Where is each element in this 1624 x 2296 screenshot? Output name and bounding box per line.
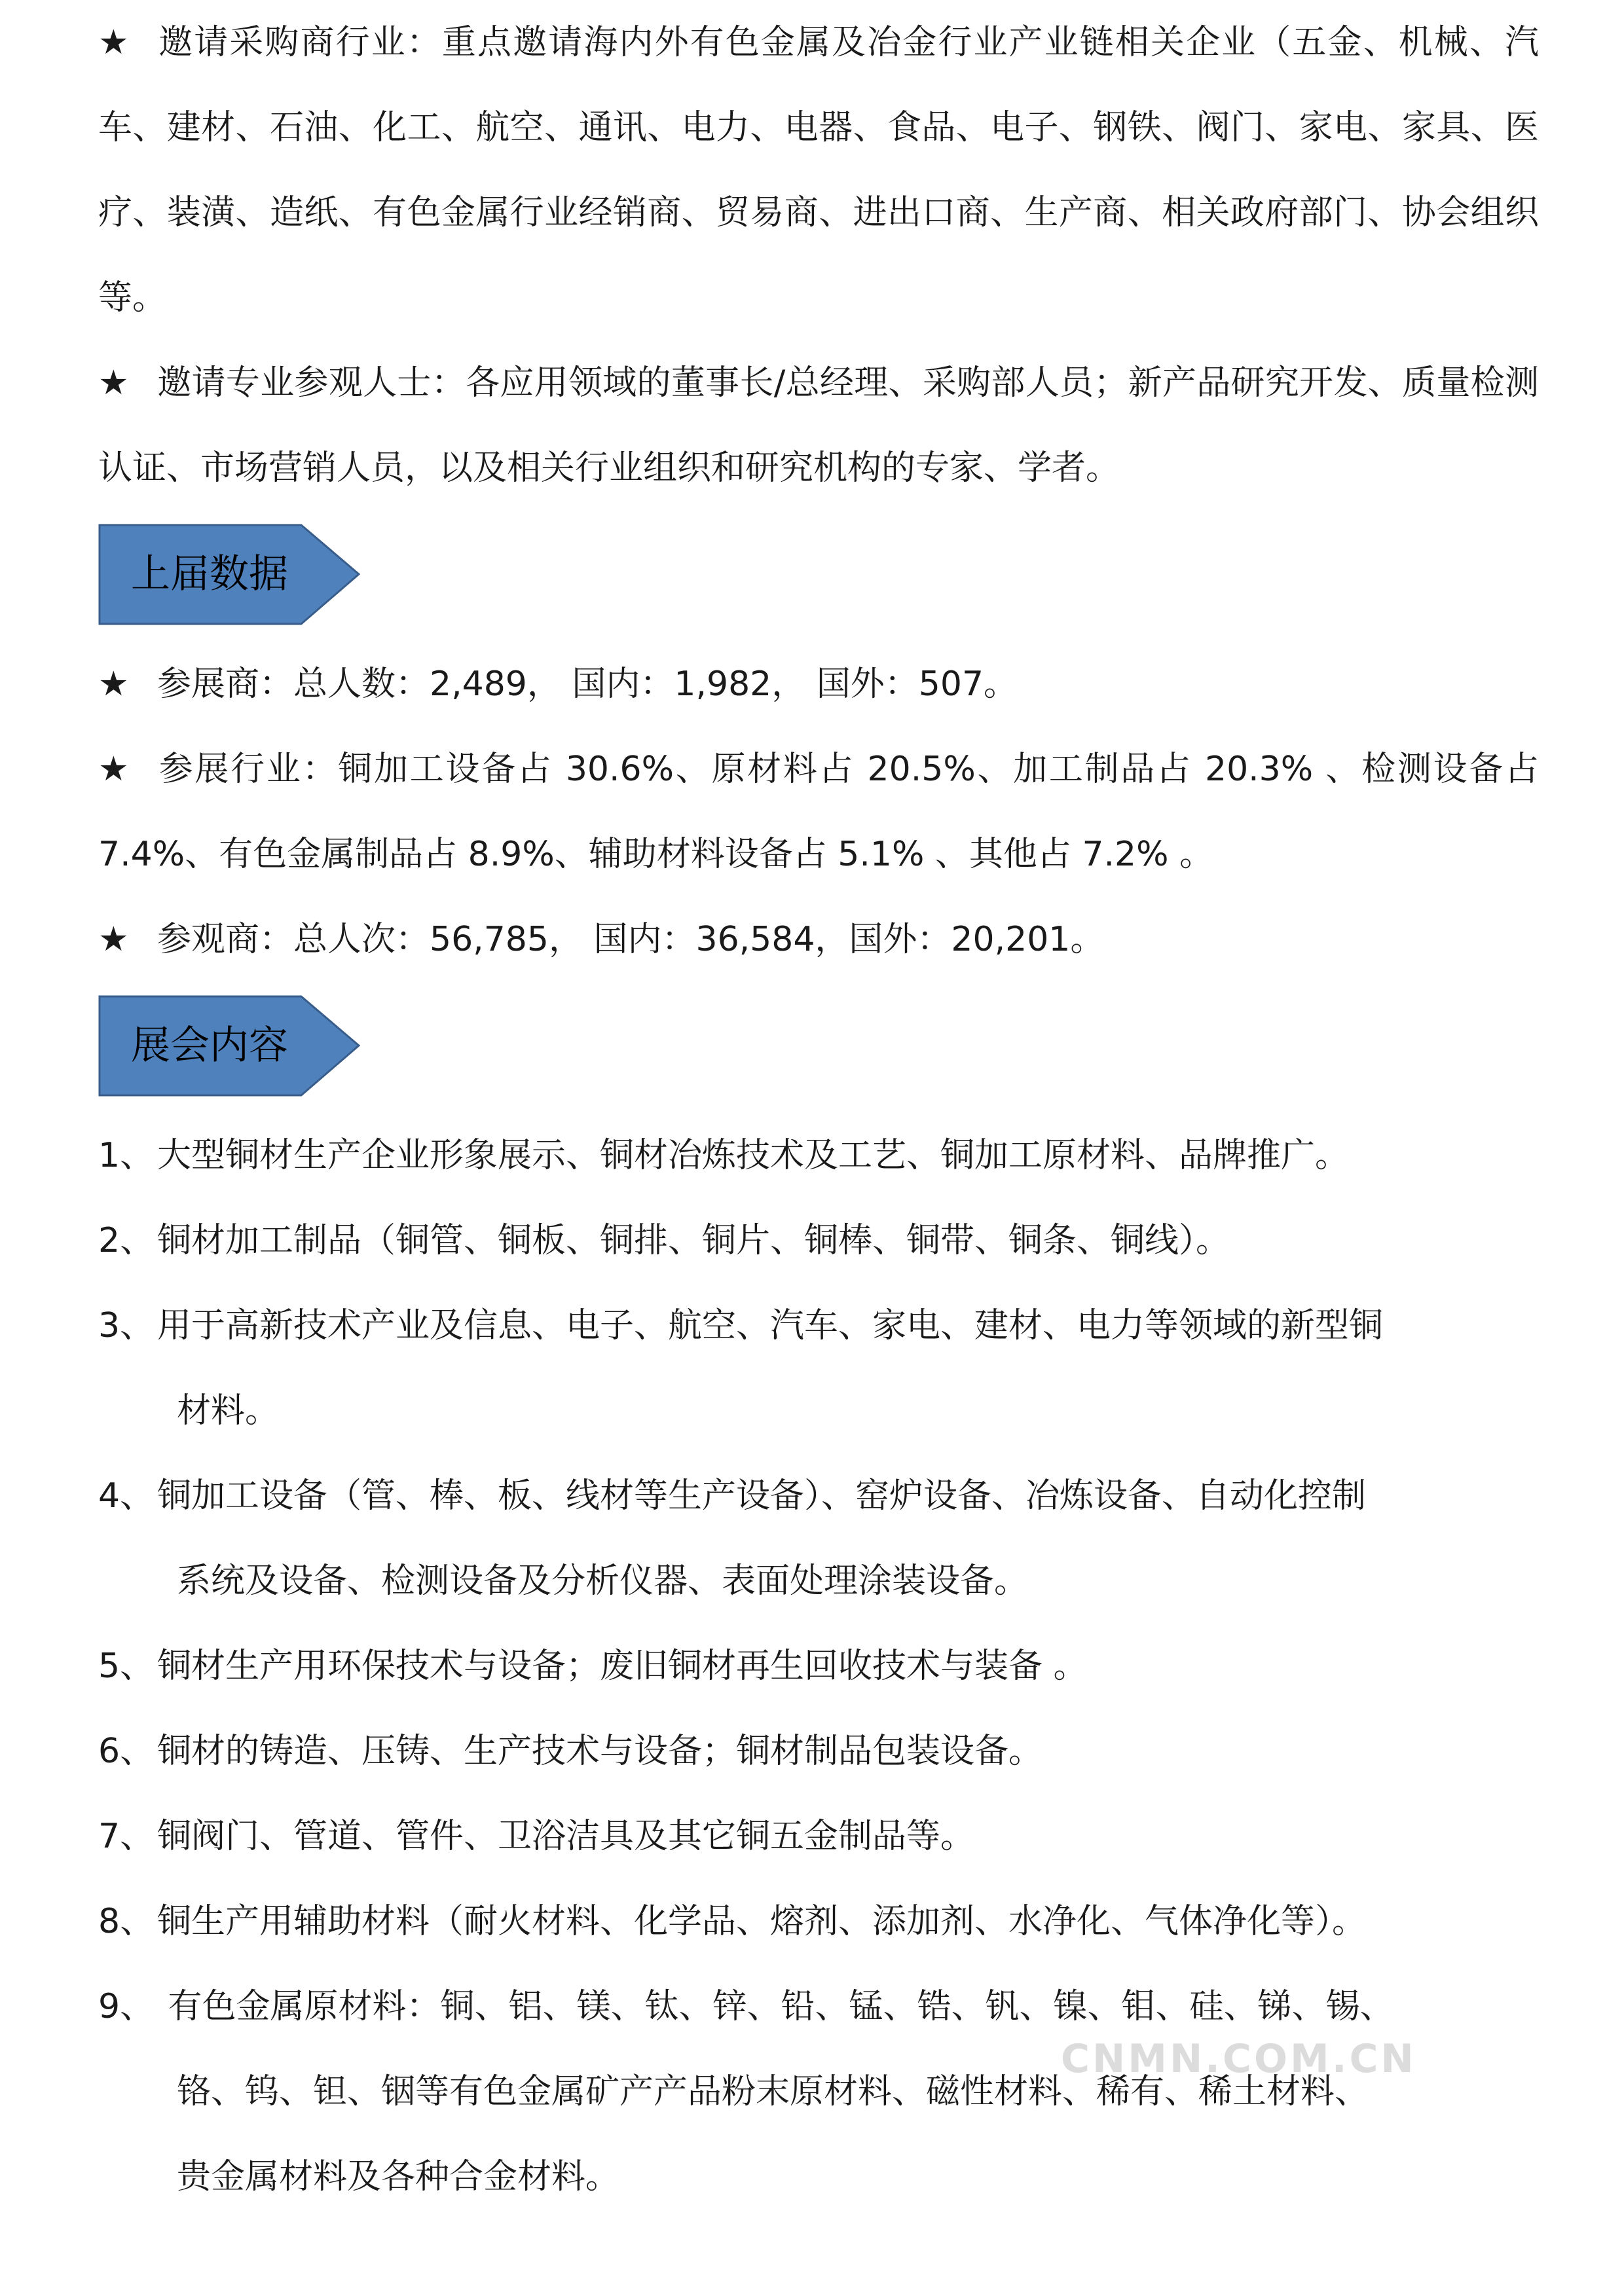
list-item xyxy=(98,1879,1552,1964)
watermark: CNMN.COM.CN xyxy=(1061,2036,1416,2082)
section-heading-title: 上届数据 xyxy=(131,551,288,597)
list-item-text: 铜材的铸造、压铸、生产技术与设备；铜材制品包装设备。 xyxy=(157,1732,1043,1771)
list-item xyxy=(98,1113,1552,1198)
list-item-number: 4、 xyxy=(98,1476,155,1516)
invite-visitors-paragraph xyxy=(98,340,1539,511)
star-icon: ★ xyxy=(98,23,129,62)
list-item xyxy=(98,1453,1552,1624)
attendees-stats-paragraph xyxy=(98,897,1539,982)
list-item xyxy=(98,1624,1552,1709)
list-item-text: 用于高新技术产业及信息、电子、航空、汽车、家电、建材、电力等领域的新型铜 xyxy=(157,1306,1384,1345)
list-item-text: 有色金属原材料：铜、铝、镁、钛、锌、铅、锰、锆、钒、镍、钼、硅、锑、锡、 xyxy=(157,1987,1394,2026)
section-heading-exhibits xyxy=(98,995,360,1097)
list-item-text-continued: 材料。 xyxy=(177,1391,280,1430)
list-item-text: 大型铜材生产企业形象展示、铜材冶炼技术及工艺、铜加工原材料、品牌推广。 xyxy=(157,1136,1350,1175)
list-item-text: 铜阀门、管道、管件、卫浴洁具及其它铜五金制品等。 xyxy=(157,1817,975,1856)
attendees-stats-text: 参观商：总人次：56,785， 国内：36,584，国外：20,201。 xyxy=(157,920,1105,959)
star-icon: ★ xyxy=(98,920,129,959)
list-item-number: 2、 xyxy=(98,1221,155,1260)
invite-visitors-text: 邀请专业参观人士：各应用领域的董事长/总经理、采购部人员；新产品研究开发、质量检测认证、市场营销人员，以及相关行业组织和研究机构的专家、学者。 xyxy=(98,363,1539,488)
section-heading-last-edition xyxy=(98,524,360,625)
star-icon: ★ xyxy=(98,750,129,789)
list-item-text: 铜加工设备（管、棒、板、线材等生产设备）、窑炉设备、冶炼设备、自动化控制 xyxy=(157,1476,1367,1516)
industries-stats-text: 参展行业：铜加工设备占 30.6%、原材料占 20.5%、加工制品占 20.3% 、检测设备占 7.4%、有色金属制品占 8.9%、辅助材料设备占 5.1% 、其他占 7.2% 。 xyxy=(98,750,1539,874)
exhibitors-stats-paragraph xyxy=(98,642,1539,727)
list-item-text: 铜材加工制品（铜管、铜板、铜排、铜片、铜棒、铜带、铜条、铜线）。 xyxy=(157,1221,1230,1260)
industries-stats-paragraph xyxy=(98,727,1539,897)
section-heading-title: 展会内容 xyxy=(131,1023,288,1068)
list-item-text-continued: 铬、钨、钽、铟等有色金属矿产产品粉末原材料、磁性材料、稀有、稀土材料、 xyxy=(177,2072,1369,2111)
list-item-number: 3、 xyxy=(98,1306,155,1345)
list-item-number: 9、 xyxy=(98,1987,155,2026)
list-item-text: 铜材生产用环保技术与设备；废旧铜材再生回收技术与装备 。 xyxy=(157,1647,1088,1686)
list-item xyxy=(98,1283,1552,1453)
list-item-number: 7、 xyxy=(98,1817,155,1856)
list-item-text: 铜生产用辅助材料（耐火材料、化学品、熔剂、添加剂、水净化、气体净化等）。 xyxy=(157,1902,1367,1941)
list-item-number: 1、 xyxy=(98,1136,155,1175)
list-item-text-continued: 贵金属材料及各种合金材料。 xyxy=(177,2157,620,2196)
invite-buyers-paragraph xyxy=(98,0,1539,340)
list-item-number: 5、 xyxy=(98,1647,155,1686)
list-item-number: 8、 xyxy=(98,1902,155,1941)
list-item xyxy=(98,1198,1552,1283)
star-icon: ★ xyxy=(98,363,129,403)
list-item xyxy=(98,1964,1552,2219)
exhibitors-stats-text: 参展商：总人数：2,489， 国内：1,982， 国外：507。 xyxy=(157,665,1018,704)
list-item xyxy=(98,1709,1552,1794)
list-item-number: 6、 xyxy=(98,1732,155,1771)
list-item-text-continued: 系统及设备、检测设备及分析仪器、表面处理涂装设备。 xyxy=(177,1561,1029,1601)
invite-buyers-text: 邀请采购商行业：重点邀请海内外有色金属及冶金行业产业链相关企业（五金、机械、汽车、建材、石油、化工、航空、通讯、电力、电器、食品、电子、钢铁、阀门、家电、家具、医疗、装潢、造纸、有色金属行业经销商、贸易商、进出口商、生产商、相关政府部门、协会组织等。 xyxy=(98,23,1539,318)
star-icon: ★ xyxy=(98,665,129,704)
list-item xyxy=(98,1794,1552,1879)
